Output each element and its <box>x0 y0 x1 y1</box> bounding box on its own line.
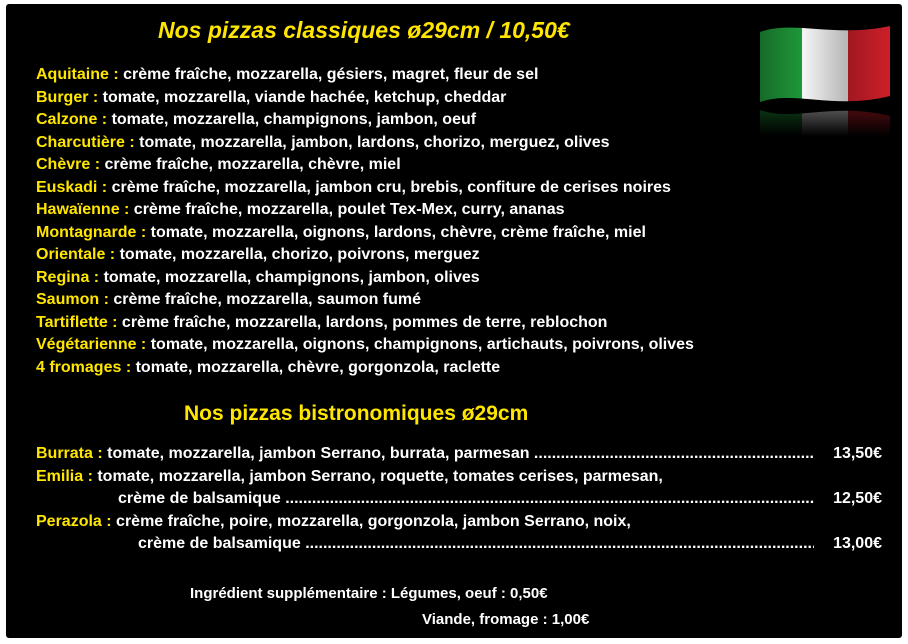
pizza-ingredients: tomate, mozzarella, jambon Serrano, roquette, tomates cerises, parmesan, <box>92 467 663 485</box>
pizza-ingredients: tomate, mozzarella, chèvre, gorgonzola, raclette <box>131 358 501 376</box>
pizza-ingredients: crème fraîche, mozzarella, gésiers, magret, fleur de sel <box>118 66 539 83</box>
pizza-name: Emilia : <box>36 467 93 485</box>
supplement-line-1: Ingrédient supplémentaire : Légumes, oeuf : 0,50€ <box>190 585 548 602</box>
pizza-name: Montagnarde : <box>36 223 147 241</box>
pizza-name: Burrata : <box>36 445 103 462</box>
pizza-ingredients: tomate, mozzarella, champignons, jambon, olives <box>99 268 480 286</box>
pizza-price: 12,50€ <box>831 488 882 511</box>
classic-pizza-list <box>36 64 694 379</box>
pizza-name: Orientale : <box>36 246 116 263</box>
list-item <box>36 109 694 132</box>
pizza-price: 13,00€ <box>831 533 882 556</box>
menu-board <box>6 4 902 638</box>
list-item <box>36 312 694 335</box>
list-item <box>36 357 694 380</box>
list-item <box>36 443 882 466</box>
pizza-ingredients: crème fraîche, poire, mozzarella, gorgonzola, jambon Serrano, noix, <box>111 512 631 530</box>
pizza-ingredients-continued: crème de balsamique <box>138 535 301 552</box>
pizza-name: Perazola : <box>36 512 112 530</box>
italian-flag-icon <box>754 18 896 136</box>
list-item <box>36 132 694 155</box>
pizza-name: Burger : <box>36 88 99 106</box>
pizza-ingredients: tomate, mozzarella, champignons, jambon, oeuf <box>107 111 477 128</box>
list-item <box>36 334 694 357</box>
classic-title: Nos pizzas classiques ø29cm / 10,50€ <box>158 17 570 43</box>
list-item <box>36 222 694 245</box>
list-item <box>36 466 882 489</box>
supplement-line-2: Viande, fromage : 1,00€ <box>422 611 590 628</box>
pizza-price: 13,50€ <box>831 443 882 466</box>
pizza-ingredients: tomate, mozzarella, oignons, champignons, artichauts, poivrons, olives <box>146 336 694 353</box>
pizza-ingredients-continued: crème de balsamique <box>118 490 281 507</box>
pizza-name: 4 fromages : <box>36 358 132 376</box>
list-item <box>36 199 694 222</box>
list-item-continuation <box>36 533 882 556</box>
pizza-name: Saumon : <box>36 291 109 308</box>
list-item <box>36 511 882 534</box>
pizza-ingredients: crème fraîche, mozzarella, jambon cru, brebis, confiture de cerises noires <box>107 178 671 196</box>
pizza-name: Aquitaine : <box>36 66 119 83</box>
pizza-ingredients: crème fraîche, mozzarella, saumon fumé <box>108 291 422 308</box>
list-item <box>36 289 694 312</box>
pizza-ingredients: tomate, mozzarella, oignons, lardons, chèvre, crème fraîche, miel <box>146 223 646 241</box>
pizza-name: Euskadi : <box>36 178 108 196</box>
pizza-name: Calzone : <box>36 111 108 128</box>
pizza-ingredients: tomate, mozzarella, jambon Serrano, burrata, parmesan <box>102 445 530 462</box>
pizza-ingredients: tomate, mozzarella, viande hachée, ketchup, cheddar <box>98 88 507 106</box>
list-item-continuation <box>36 488 882 511</box>
list-item <box>36 244 694 267</box>
pizza-ingredients: crème fraîche, mozzarella, lardons, pommes de terre, reblochon <box>117 313 608 331</box>
list-item <box>36 64 694 87</box>
pizza-ingredients: tomate, mozzarella, jambon, lardons, chorizo, merguez, olives <box>134 133 610 151</box>
list-item <box>36 87 694 110</box>
list-item <box>36 267 694 290</box>
pizza-name: Chèvre : <box>36 156 101 173</box>
pizza-name: Regina : <box>36 268 100 286</box>
pizza-ingredients: crème fraîche, mozzarella, chèvre, miel <box>100 156 401 173</box>
pizza-ingredients: tomate, mozzarella, chorizo, poivrons, merguez <box>115 246 480 263</box>
pizza-name: Tartiflette : <box>36 313 118 331</box>
bistro-title: Nos pizzas bistronomiques ø29cm <box>184 402 529 425</box>
pizza-name: Charcutière : <box>36 133 135 151</box>
pizza-ingredients: crème fraîche, mozzarella, poulet Tex-Mex, curry, ananas <box>129 201 565 218</box>
pizza-name: Végétarienne : <box>36 336 147 353</box>
list-item <box>36 177 694 200</box>
bistro-pizza-list <box>36 443 882 556</box>
list-item <box>36 154 694 177</box>
pizza-name: Hawaïenne : <box>36 201 130 218</box>
